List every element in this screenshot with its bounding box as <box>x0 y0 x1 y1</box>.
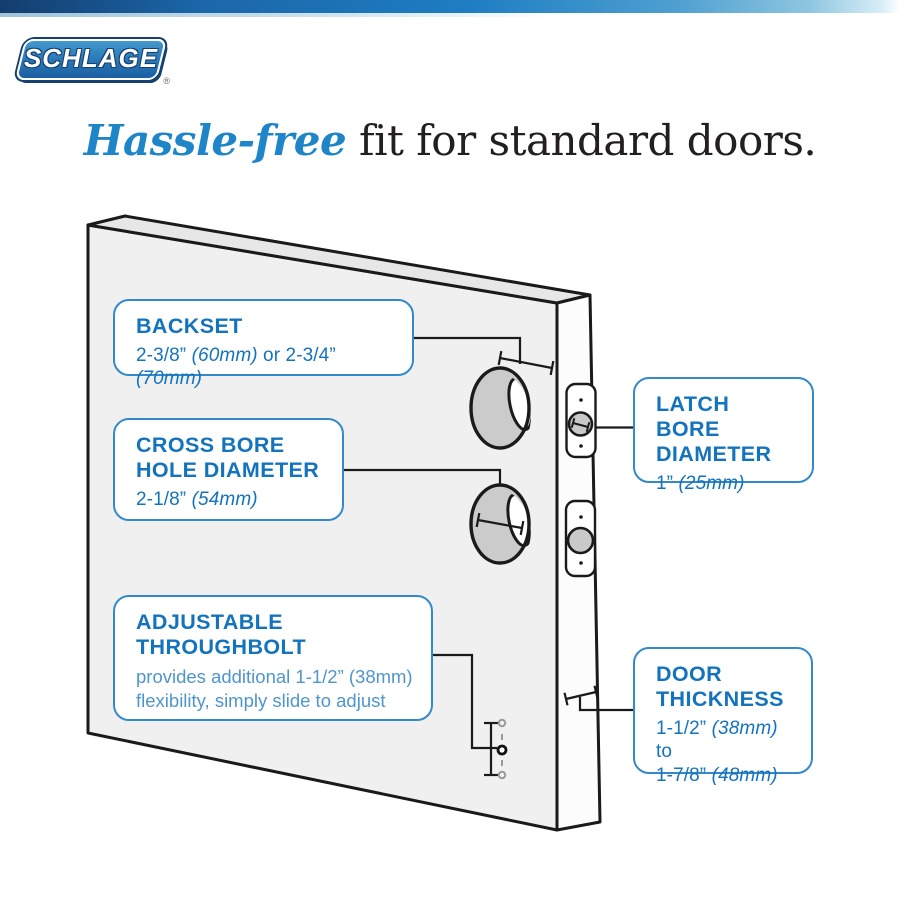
callout-backset <box>113 299 414 390</box>
page-title-rest: fit for standard doors. <box>346 116 817 165</box>
callout-latch-bore-value: 1” (25mm) <box>656 473 745 495</box>
deadbolt-circle <box>568 528 593 553</box>
callout-door-thickness <box>633 647 813 786</box>
callout-throughbolt-title: ADJUSTABLE THROUGHBOLT <box>136 610 307 660</box>
adjust-position-dot-active <box>498 746 506 754</box>
callout-cross-bore <box>113 418 344 521</box>
registered-trademark-symbol: ® <box>163 76 170 86</box>
callout-backset-title: BACKSET <box>136 314 243 338</box>
latch-plate-screw-dot <box>579 398 583 402</box>
callout-door-thickness-value: 1-1/2” (38mm) to 1-7/8” (48mm) <box>656 718 778 786</box>
latch-plate-upper <box>567 384 596 457</box>
schlage-logo-text: SCHLAGE <box>23 43 159 73</box>
callout-backset-value: 2-3/8” (60mm) or 2-3/4” (70mm) <box>136 345 336 390</box>
latch-plate-lower <box>566 501 595 576</box>
latch-plate-screw-dot <box>579 444 583 448</box>
callout-throughbolt-body: provides additional 1-1/2” (38mm) flexibility, simply slide to adjust <box>136 666 413 711</box>
latch-plate-screw-dot <box>579 561 583 565</box>
page-title-highlight: Hassle-free <box>83 116 347 165</box>
callout-cross-bore-value: 2-1/8” (54mm) <box>136 489 258 511</box>
callout-cross-bore-title: CROSS BORE HOLE DIAMETER <box>136 433 320 483</box>
callout-latch-bore-title: LATCH BORE DIAMETER <box>656 392 772 467</box>
latch-plate-screw-dot <box>579 515 583 519</box>
callout-latch-bore <box>633 377 814 495</box>
callout-throughbolt <box>113 595 433 721</box>
callout-door-thickness-title: DOOR THICKNESS <box>656 662 784 712</box>
